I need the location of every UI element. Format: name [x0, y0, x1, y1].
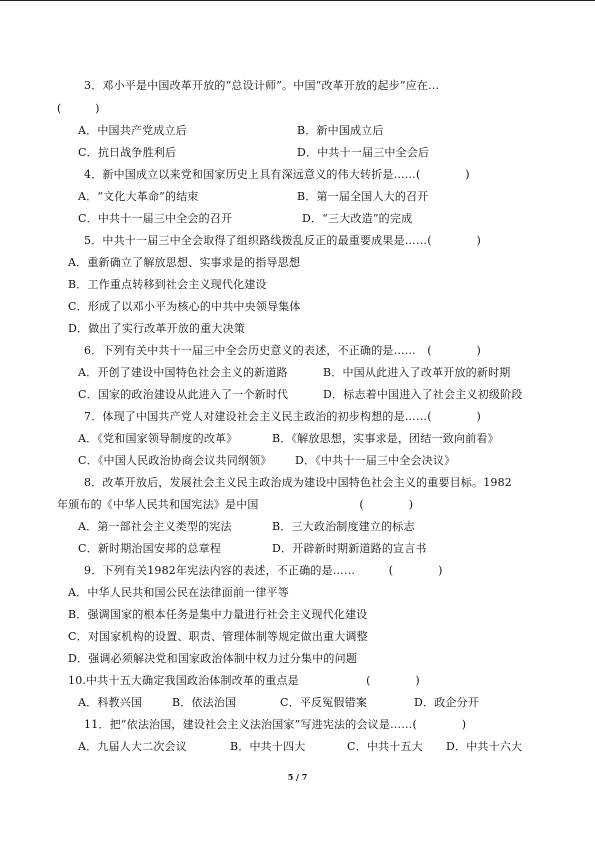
- question-11-option-c: C．中共十五大: [347, 740, 423, 753]
- question-3-option-b: B．新中国成立后: [297, 124, 384, 137]
- question-10-option-c: C．平反冤假错案: [280, 696, 368, 709]
- question-3-answer-blank: ( ): [57, 102, 100, 115]
- question-5-option-d: D．做出了实行改革开放的重大决策: [68, 322, 246, 335]
- question-9-option-c: C．对国家机构的设置、职责、管理体制等规定做出重大调整: [68, 630, 368, 643]
- question-9-option-b: B．强调国家的根本任务是集中力量进行社会主义现代化建设: [68, 608, 368, 621]
- question-3-option-d: D．中共十一届三中全会后: [297, 146, 430, 159]
- question-7-option-b: B．《解放思想，实事求是，团结一致向前看》: [272, 432, 499, 445]
- question-9-option-a: A．中华人民共和国公民在法律面前一律平等: [68, 586, 289, 599]
- question-7-option-c: C．《中国人民政治协商会议共同纲领》: [78, 454, 272, 467]
- question-8-stem-line-2: 年颁布的《中华人民共和国宪法》是中国 ( ): [57, 498, 414, 511]
- question-9-option-d: D．强调必须解决党和国家政治体制中权力过分集中的问题: [68, 652, 358, 665]
- question-5-option-c: C．形成了以邓小平为核心的中共中央领导集体: [68, 300, 301, 313]
- question-4-option-b: B．第一届全国人大的召开: [297, 190, 429, 203]
- question-5-option-a: A．重新确立了解放思想、实事求是的指导思想: [68, 256, 301, 269]
- question-4-option-d: D．“三大改造”的完成: [302, 212, 413, 225]
- question-8-option-d: D．开辟新时期新道路的宣言书: [272, 542, 427, 555]
- question-5-stem: 5．中共十一届三中全会取得了组织路线拨乱反正的最重要成果是……( ): [84, 234, 481, 247]
- question-3-stem: 3．邓小平是中国改革开放的“总设计师”。中国“改革开放的起步”应在…: [84, 79, 440, 92]
- question-11-option-d: D．中共十六大: [446, 740, 523, 753]
- question-6-option-b: B．中国从此进入了改革开放的新时期: [323, 366, 511, 379]
- question-11-option-a: A．九届人大二次会议: [78, 740, 187, 753]
- question-10-stem: 10.中共十五大确定我国政治体制改革的重点是 ( ): [68, 674, 420, 687]
- question-10-option-d: D．政企分开: [414, 696, 480, 709]
- question-8-option-a: A．第一部社会主义类型的宪法: [78, 520, 232, 533]
- question-7-option-a: A．《党和国家领导制度的改革》: [78, 432, 238, 445]
- question-3-option-a: A．中国共产党成立后: [78, 124, 187, 137]
- question-11-stem: 11．把“依法治国，建设社会主义法治国家”写进宪法的会议是……( ): [84, 718, 467, 731]
- question-4-option-c: C．中共十一届三中全会的召开: [78, 212, 233, 225]
- question-6-stem: 6．下列有关中共十一届三中全会历史意义的表述，不正确的是…… ( ): [84, 344, 481, 357]
- question-8-stem-line-1: 8．改革开放后，发展社会主义民主政治成为建设中国特色社会主义的重要目标。1982: [84, 476, 512, 489]
- question-8-option-c: C．新时期治国安邦的总章程: [78, 542, 222, 555]
- question-10-option-a: A．科教兴国: [78, 696, 143, 709]
- question-6-option-a: A．开创了建设中国特色社会主义的新道路: [78, 366, 288, 379]
- question-4-option-a: A．“文化大革命”的结束: [78, 190, 199, 203]
- question-7-option-d: D．《中共十一届三中全会决议》: [295, 454, 456, 467]
- question-9-stem: 9．下列有关1982年宪法内容的表述，不正确的是…… ( ): [84, 564, 443, 577]
- page-number: 5 / 7: [287, 772, 308, 782]
- question-3-option-c: C．抗日战争胜利后: [78, 146, 177, 159]
- question-4-stem: 4．新中国成立以来党和国家历史上具有深远意义的伟大转折是……( ): [84, 168, 470, 181]
- question-5-option-b: B．工作重点转移到社会主义现代化建设: [68, 278, 267, 291]
- question-7-stem: 7．体现了中国共产党人对建设社会主义民主政治的初步构想的是……( ): [84, 410, 481, 423]
- question-10-option-b: B．依法治国: [172, 696, 237, 709]
- question-6-option-d: D．标志着中国进入了社会主义初级阶段: [323, 388, 523, 401]
- question-6-option-c: C．国家的政治建设从此进入了一个新时代: [78, 388, 289, 401]
- question-8-option-b: B．三大政治制度建立的标志: [272, 520, 415, 533]
- question-11-option-b: B．中共十四大: [230, 740, 306, 753]
